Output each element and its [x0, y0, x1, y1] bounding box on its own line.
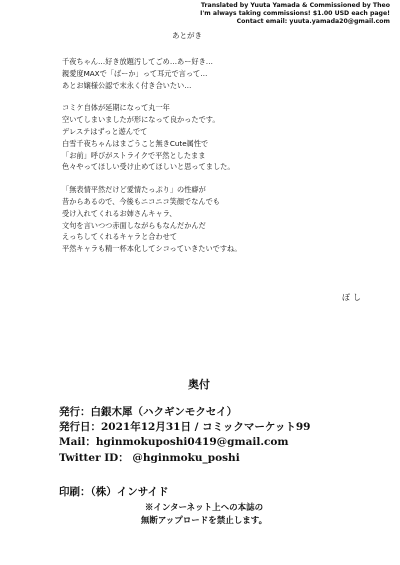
text-line: 色々やってほしい受け止めてほしいと思ってました。 — [62, 162, 235, 172]
text-line: デレステはずっと遊んでて — [62, 126, 148, 136]
notice-line: ※インターネット上への本誌の — [144, 503, 264, 513]
credit-line: I'm always taking commissions! $1.00 USD each page! — [200, 10, 390, 18]
mail-line: Mail：hginmokuposhi0419@gmail.com — [59, 436, 289, 449]
text-line: えっちしてくれるキャラと合わせて — [62, 232, 178, 242]
colophon-info — [59, 405, 310, 466]
text-line: あとお嬢様公認で末永く付き合いたい… — [62, 80, 192, 90]
twitter-line: Twitter ID： @hginmoku_poshi — [59, 451, 240, 464]
credit-line: Translated by Yuuta Yamada & Commissioned by Theo — [200, 2, 390, 9]
contact-email: Contact email: yuuta.yamada20@gmail.com — [236, 18, 390, 26]
text-line: 受け入れてくれるお姉さんキャラ、 — [62, 208, 177, 218]
afterword-paragraph — [62, 56, 362, 91]
afterword-title: あとがき — [172, 31, 202, 40]
text-line: 千夜ちゃん…好き放題汚してごめ…あー好き… — [62, 57, 213, 66]
text-line: 昔からあるので、今後もニコニコ笑顔でなんでも — [62, 196, 220, 206]
author-signature: ぽし — [342, 293, 364, 302]
translator-credits — [200, 2, 390, 27]
text-line: 親愛度MAXで「ばーか」って耳元で言って… — [62, 68, 208, 78]
text-line: 平然キャラも精一杯本化してシコっていきたいですね。 — [62, 244, 242, 254]
afterword-paragraph — [62, 102, 362, 173]
afterword-body — [62, 56, 362, 266]
publisher-line: 発行：白銀木犀（ハクギンモクセイ） — [59, 406, 238, 418]
afterword-paragraph — [62, 184, 362, 255]
text-line: 「無表情平然だけど愛情たっぷり」の性癖が — [62, 185, 206, 195]
text-line: コミケ自体が延期になって丸一年 — [62, 103, 170, 113]
publish-date-line: 発行日：2021年12月31日 / コミックマーケット99 — [59, 421, 311, 434]
text-line: 空いてしまいましたが形になって良かったです。 — [62, 115, 220, 125]
colophon-title: 奥付 — [188, 378, 210, 391]
printing-line: 印刷：（株）インサイド — [59, 486, 169, 498]
upload-notice — [104, 502, 304, 528]
text-line: 白雪千夜ちゃんはまごうこと無きCute属性で — [62, 138, 209, 148]
notice-line: 無断アップロードを禁止します。 — [140, 516, 268, 526]
text-line: 文句を言いつつ赤面しながらもなんだかんだ — [62, 220, 206, 230]
text-line: 「お前」呼びがストライクで平然としたまま — [62, 150, 206, 160]
